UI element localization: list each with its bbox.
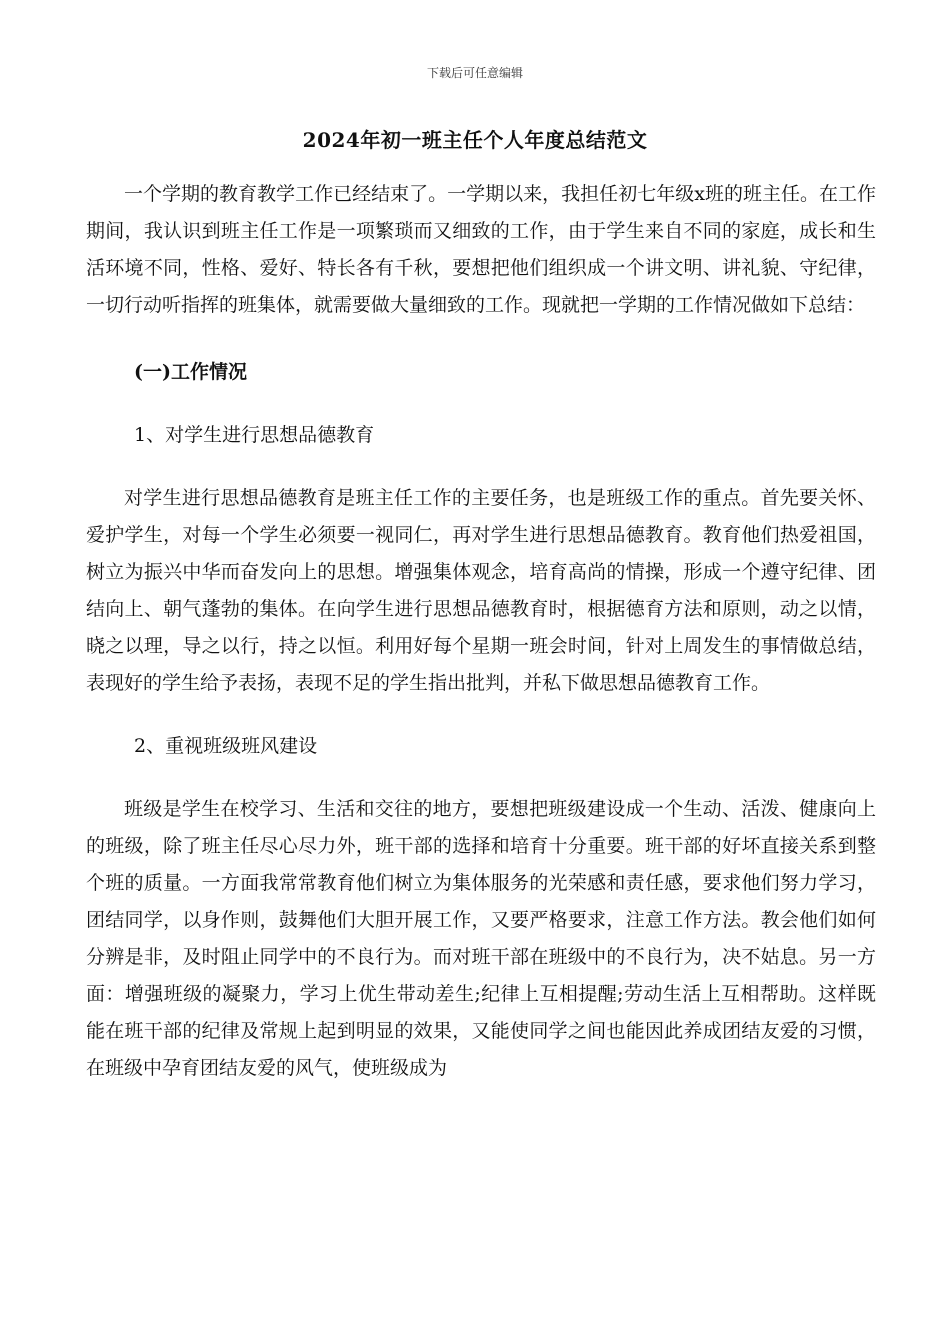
subsection-paragraph-1: 对学生进行思想品德教育是班主任工作的主要任务，也是班级工作的重点。首先要关怀、爱护学生，对每一个学生必须要一视同仁，再对学生进行思想品德教育。教育他们热爱祖国，树立为振兴中华而奋发向上的思想。增强集体观念，培育高尚的情操，形成一个遵守纪律、团结向上、朝气蓬勃的集体。在向学生进行思想品德教育时，根据德育方法和原则，动之以情，晓之以理，导之以行，持之以恒。利用好每个星期一班会时间，针对上周发生的事情做总结，表现好的学生给予表扬，表现不足的学生指出批判，并私下做思想品德教育工作。 — [86, 487, 876, 694]
subsection-heading-1: 1、对学生进行思想品德教育 — [134, 424, 375, 446]
document-body — [86, 176, 876, 1087]
header-note: 下载后可任意编辑 — [426, 66, 523, 80]
intro-paragraph: 一个学期的教育教学工作已经结束了。一学期以来，我担任初七年级x班的班主任。在工作期间，我认识到班主任工作是一项繁琐而又细致的工作，由于学生来自不同的家庭，成长和生活环境不同，性格、爱好、特长各有千秋，要想把他们组织成一个讲文明、讲礼貌、守纪律，一切行动听指挥的班集体，就需要做大量细致的工作。现就把一学期的工作情况做如下总结： — [86, 183, 876, 316]
subsection-paragraph-2: 班级是学生在校学习、生活和交往的地方，要想把班级建设成一个生动、活泼、健康向上的班级，除了班主任尽心尽力外，班干部的选择和培育十分重要。班干部的好坏直接关系到整个班的质量。一方面我常常教育他们树立为集体服务的光荣感和责任感，要求他们努力学习，团结同学，以身作则，鼓舞他们大胆开展工作，又要严格要求，注意工作方法。教会他们如何分辨是非，及时阻止同学中的不良行为。而对班干部在班级中的不良行为，决不姑息。另一方面：增强班级的凝聚力，学习上优生带动差生;纪律上互相提醒;劳动生活上互相帮助。这样既能在班干部的纪律及常规上起到明显的效果，又能使同学之间也能因此养成团结友爱的习惯，在班级中孕育团结友爱的风气，使班级成为 — [86, 798, 876, 1079]
document-title: 2024年初一班主任个人年度总结范文 — [302, 128, 648, 152]
subsection-heading-2: 2、重视班级班风建设 — [134, 735, 318, 757]
section-heading: (一)工作情况 — [134, 361, 247, 383]
